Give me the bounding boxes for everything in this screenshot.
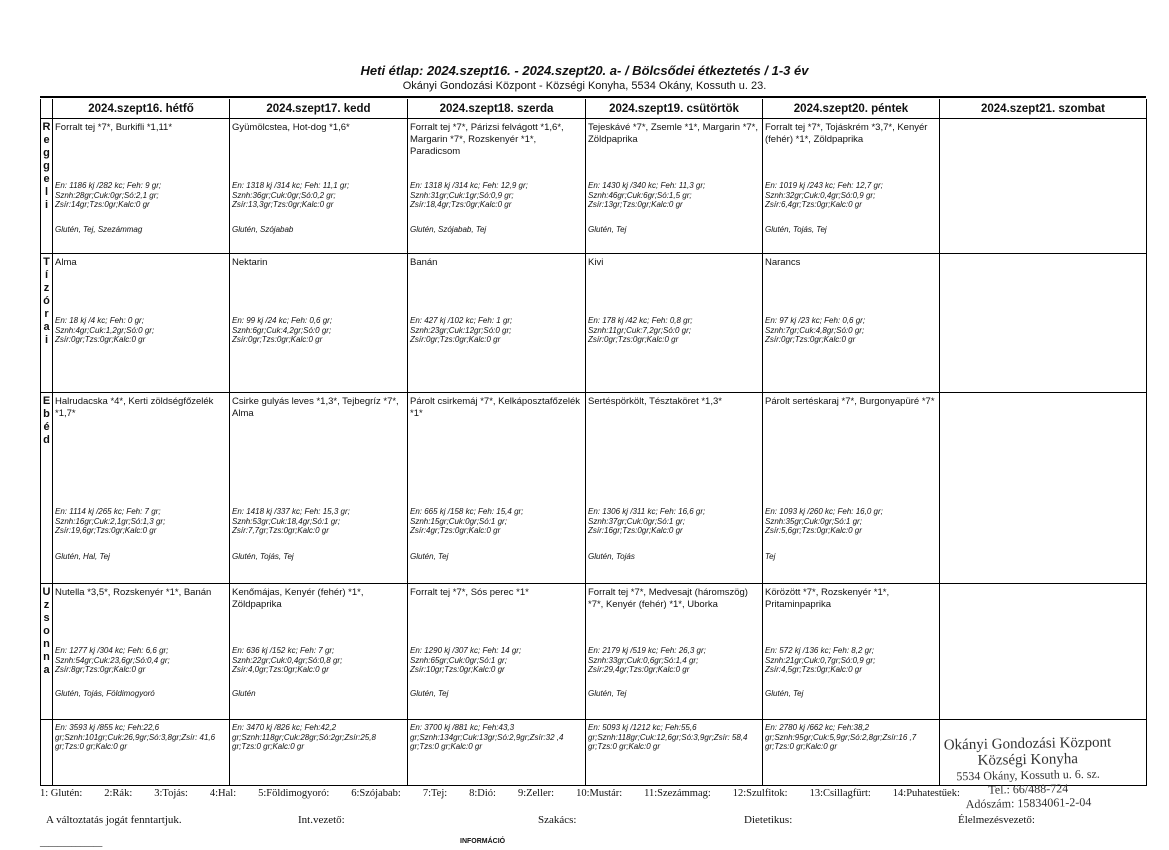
dish-text: Csirke gulyás leves *1,3*, Tejbegríz *7*, Alma	[232, 396, 399, 419]
meal-label-letter: i	[44, 199, 49, 211]
legend-item: 2:Rák:	[104, 788, 133, 799]
header-corner	[41, 99, 53, 119]
menu-cell	[53, 254, 230, 393]
legend-item: 10:Mustár:	[576, 788, 623, 799]
nutrition-text: En: 1290 kj /307 kc; Feh: 14 gr; Sznh:65gr;Cuk:0gr;Só:1 gr; Zsír:10gr;Tzs:0gr;Kalc:0 gr	[410, 646, 522, 674]
header-rule	[40, 96, 1146, 98]
legend-item: 6:Szójabab:	[351, 788, 401, 799]
meal-label-letter: e	[43, 134, 50, 146]
nutrition-text: En: 636 kj /152 kc; Feh: 7 gr; Sznh:22gr;Cuk:0,4gr;Só:0,8 gr; Zsír:4,0gr;Tzs:0gr;Kalc:0 gr	[232, 646, 343, 674]
menu-title: Heti étlap: 2024.szept16. - 2024.szept20. a- / Bölcsődei étkeztetés / 1-3 év	[360, 63, 809, 78]
day-header: 2024.szept21. szombat	[940, 99, 1147, 119]
dish-text: Kenőmájas, Kenyér (fehér) *1*, Zöldpaprika	[232, 587, 364, 610]
menu-cell	[940, 254, 1147, 393]
allergen-text: Glutén, Tej, Szezámmag	[55, 225, 143, 234]
stamp-line-5: Adószám: 15834061-2-04	[965, 794, 1092, 812]
nutrition-text: En: 1277 kj /304 kc; Feh: 6,6 gr; Sznh:54gr;Cuk:23,6gr;Só:0,4 gr; Zsír:8gr;Tzs:0gr;Kalc:0 gr	[55, 646, 170, 674]
nutrition-text: En: 1019 kj /243 kc; Feh: 12,7 gr; Sznh:32gr;Cuk:0,4gr;Só:0,9 gr; Zsír:6,4gr;Tzs:0gr;Kalc:0 gr	[765, 181, 883, 209]
day-header: 2024.szept18. szerda	[408, 99, 586, 119]
menu-cell	[586, 584, 763, 720]
menu-cell	[230, 254, 408, 393]
dish-text: Tejeskávé *7*, Zsemle *1*, Margarin *7*, Zöldpaprika	[588, 122, 759, 145]
nutrition-text: En: 1186 kj /282 kc; Feh: 9 gr; Sznh:28gr;Cuk:0gr;Só:2,1 gr; Zsír:14gr;Tzs:0gr;Kalc:0 gr	[55, 181, 162, 209]
menu-cell	[586, 119, 763, 254]
meal-label-letter: i	[44, 334, 49, 346]
meal-label-letter: í	[44, 269, 49, 281]
allergen-text: Glutén	[232, 689, 256, 698]
dish-text: Körözött *7*, Rozskenyér *1*, Pritaminpaprika	[765, 587, 890, 610]
meal-label-letter: ó	[43, 295, 50, 307]
stamp-line-2: Községi Konyha	[977, 751, 1079, 769]
legend-item: 5:Földimogyoró:	[258, 788, 330, 799]
nutrition-text: En: 178 kj /42 kc; Feh: 0,8 gr; Sznh:11gr;Cuk:7,2gr;Só:0 gr; Zsír:0gr;Tzs:0gr;Kalc:0 gr	[588, 316, 693, 344]
allergen-text: Glutén, Hal, Tej	[55, 552, 110, 561]
menu-cell	[940, 584, 1147, 720]
kitchen-stamp	[907, 734, 1148, 812]
dish-text: Halrudacska *4*, Kerti zöldségfőzelék *1,7*	[55, 396, 214, 419]
total-label-cell	[41, 720, 53, 786]
allergen-text: Glutén, Tojás, Tej	[232, 552, 294, 561]
daily-total: En: 3593 kj /855 kc; Feh:22,6 gr;Sznh:101gr;Cuk:26,9gr;Só:3,8gr;Zsír: 41,6 gr;Tzs:0 gr;Kalc:0 gr	[53, 720, 230, 786]
allergen-text: Glutén, Tojás, Tej	[765, 225, 827, 234]
nutrition-text: En: 97 kj /23 kc; Feh: 0,6 gr; Sznh:7gr;Cuk:4,8gr;Só:0 gr; Zsír:0gr;Tzs:0gr;Kalc:0 gr	[765, 316, 866, 344]
meal-label-letter: e	[43, 173, 50, 185]
nutrition-text: En: 1093 kj /260 kc; Feh: 16,0 gr; Sznh:35gr;Cuk:0gr;Só:1 gr; Zsír:5,6gr;Tzs:0gr;Kalc:0 gr	[765, 507, 883, 535]
weekly-menu-table	[40, 99, 1147, 786]
stamp-line-1: Okányi Gondozási Központ	[943, 734, 1112, 754]
meal-label-letter: R	[42, 121, 51, 133]
allergen-legend	[40, 788, 960, 799]
allergen-text: Tej	[765, 552, 776, 561]
allergen-text: Glutén, Tej	[410, 552, 449, 561]
legend-item: 12:Szulfitok:	[732, 788, 788, 799]
nutrition-text: En: 1114 kj /265 kc; Feh: 7 gr; Sznh:16gr;Cuk:2,1gr;Só:1,3 gr; Zsír:19,6gr;Tzs:0gr;Kalc:0 gr	[55, 507, 166, 535]
daily-total: En: 3470 kj /826 kc; Feh:42,2 gr;Sznh:118gr;Cuk:28gr;Só:2gr;Zsír:25,8 gr;Tzs:0 gr;Kalc:0 gr	[230, 720, 408, 786]
dish-text: Kivi	[588, 257, 604, 268]
day-header: 2024.szept20. péntek	[763, 99, 940, 119]
meal-label-letter: o	[43, 625, 50, 637]
stamp-line-3: 5534 Okány, Kossuth u. 6. sz.	[956, 766, 1100, 784]
day-header-row	[41, 99, 1147, 119]
allergen-text: Glutén, Szójabab	[232, 225, 294, 234]
menu-cell	[763, 393, 940, 584]
meal-label-letter: d	[43, 434, 50, 446]
menu-cell	[53, 119, 230, 254]
legend-item: 1: Glutén:	[40, 788, 83, 799]
meal-label-letter: n	[43, 651, 50, 663]
dietician-label: Dietetikus:	[744, 814, 793, 826]
daily-total: En: 2780 kj /662 kc; Feh:38,2 gr;Sznh:95gr;Cuk:5,9gr;Só:2,8gr;Zsír:16 ,7 gr;Tzs:0 gr;Kalc:0 gr	[763, 720, 940, 786]
meal-label-letter: r	[44, 308, 49, 320]
meal-row	[41, 584, 1147, 720]
dish-text: Forralt tej *7*, Párizsi felvágott *1,6*, Margarin *7*, Rozskenyér *1*, Paradicsom	[410, 122, 564, 157]
menu-cell	[408, 119, 586, 254]
allergen-text: Glutén, Tojás, Földimogyoró	[55, 689, 155, 698]
preparer-label: Élelmezésvezető:	[958, 814, 1035, 826]
menu-cell	[408, 393, 586, 584]
legend-item: 7:Tej:	[422, 788, 448, 799]
legend-item: 9:Zeller:	[517, 788, 555, 799]
meal-label-letter: n	[43, 638, 50, 650]
menu-cell	[230, 119, 408, 254]
meal-label-letter: T	[43, 256, 50, 268]
dish-text: Sertéspörkölt, Tésztaköret *1,3*	[588, 396, 722, 407]
nutrition-text: En: 1418 kj /337 kc; Feh: 15,3 gr; Sznh:53gr;Cuk:18,4gr;Só:1 gr; Zsír:7,7gr;Tzs:0gr;Kalc:0 gr	[232, 507, 350, 535]
dish-text: Narancs	[765, 257, 801, 268]
stamp-line-4: Tel.: 66/488-724	[988, 781, 1069, 797]
day-header: 2024.szept16. hétfő	[53, 99, 230, 119]
nutrition-text: En: 572 kj /136 kc; Feh: 8,2 gr; Sznh:21gr;Cuk:0,7gr;Só:0,9 gr; Zsír:4,5gr;Tzs:0gr;Kalc:0 gr	[765, 646, 876, 674]
allergen-text: Glutén, Szójabab, Tej	[410, 225, 487, 234]
nutrition-text: En: 18 kj /4 kc; Feh: 0 gr; Sznh:4gr;Cuk:1,2gr;Só:0 gr; Zsír:0gr;Tzs:0gr;Kalc:0 gr	[55, 316, 155, 344]
dish-text: Gyümölcstea, Hot-dog *1,6*	[232, 122, 350, 133]
bottom-dashes: ______________	[40, 838, 103, 847]
director-label: Int.vezető:	[298, 814, 345, 826]
meal-label-letter: g	[43, 147, 50, 159]
meal-row	[41, 119, 1147, 254]
nutrition-text: En: 1318 kj /314 kc; Feh: 12,9 gr; Sznh:31gr;Cuk:1gr;Só:0,9 gr; Zsír:18,4gr;Tzs:0gr;Kalc:0 gr	[410, 181, 528, 209]
allergen-text: Glutén, Tej	[410, 689, 449, 698]
bottom-info: INFORMÁCIÓ	[460, 838, 506, 845]
meal-row	[41, 254, 1147, 393]
meal-label-letter: E	[42, 395, 51, 407]
meal-label	[41, 584, 53, 720]
allergen-text: Glutén, Tej	[588, 225, 627, 234]
menu-cell	[763, 584, 940, 720]
menu-cell	[940, 393, 1147, 584]
menu-cell	[53, 393, 230, 584]
meal-label-letter: s	[43, 612, 50, 624]
legend-item: 3:Tojás:	[154, 788, 188, 799]
menu-cell	[230, 584, 408, 720]
nutrition-text: En: 99 kj /24 kc; Feh: 0,6 gr; Sznh:6gr;Cuk:4,2gr;Só:0 gr; Zsír:0gr;Tzs:0gr;Kalc:0 gr	[232, 316, 333, 344]
meal-label-letter: é	[43, 421, 50, 433]
menu-cell	[230, 393, 408, 584]
meal-label	[41, 119, 53, 254]
legend-item: 11:Szezámmag:	[644, 788, 711, 799]
nutrition-text: En: 665 kj /158 kc; Feh: 15,4 gr; Sznh:15gr;Cuk:0gr;Só:1 gr; Zsír:4gr;Tzs:0gr;Kalc:0 gr	[410, 507, 524, 535]
cook-label: Szakács:	[538, 814, 577, 826]
menu-cell	[586, 393, 763, 584]
meal-label-letter: l	[44, 186, 49, 198]
allergen-text: Glutén, Tej	[588, 689, 627, 698]
legend-item: 14:Puhatestűek:	[892, 788, 960, 799]
meal-label	[41, 393, 53, 584]
dish-text: Párolt sertéskaraj *7*, Burgonyapüré *7*	[765, 396, 935, 407]
meal-label-letter: a	[43, 321, 50, 333]
menu-subtitle: Okányi Gondozási Központ - Községi Konyha, 5534 Okány, Kossuth u. 23.	[402, 80, 767, 92]
menu-cell	[763, 119, 940, 254]
dish-text: Forralt tej *7*, Burkifli *1,11*	[55, 122, 173, 133]
nutrition-text: En: 1430 kj /340 kc; Feh: 11,3 gr; Sznh:46gr;Cuk:6gr;Só:1,5 gr; Zsír:13gr;Tzs:0gr;Kalc:0 gr	[588, 181, 706, 209]
legend-item: 4:Hal:	[209, 788, 237, 799]
meal-label-letter: z	[43, 282, 50, 294]
meal-label-letter: b	[43, 408, 50, 420]
menu-cell	[586, 254, 763, 393]
dish-text: Párolt csirkemáj *7*, Kelkáposztafőzelék *1*	[410, 396, 581, 419]
nutrition-text: En: 1318 kj /314 kc; Feh: 11,1 gr; Sznh:36gr;Cuk:0gr;Só:0,2 gr; Zsír:13,3gr;Tzs:0gr;Kalc:0 gr	[232, 181, 350, 209]
dish-text: Alma	[55, 257, 77, 268]
meal-label-letter: z	[43, 599, 50, 611]
allergen-text: Glutén, Tojás	[588, 552, 635, 561]
menu-cell	[763, 254, 940, 393]
day-header: 2024.szept17. kedd	[230, 99, 408, 119]
dish-text: Banán	[410, 257, 438, 268]
dish-text: Forralt tej *7*, Tojáskrém *3,7*, Kenyér (fehér) *1*, Zöldpaprika	[765, 122, 928, 145]
meal-label	[41, 254, 53, 393]
nutrition-text: En: 2179 kj /519 kc; Feh: 26,3 gr; Sznh:33gr;Cuk:0,6gr;Só:1,4 gr; Zsír:29,4gr;Tzs:0gr;Kalc:0 gr	[588, 646, 706, 674]
nutrition-text: En: 1306 kj /311 kc; Feh: 16,6 gr; Sznh:37gr;Cuk:0gr;Só:1 gr; Zsír:16gr;Tzs:0gr;Kalc:0 gr	[588, 507, 706, 535]
nutrition-text: En: 427 kj /102 kc; Feh: 1 gr; Sznh:23gr;Cuk:12gr;Só:0 gr; Zsír:0gr;Tzs:0gr;Kalc:0 gr	[410, 316, 513, 344]
rights-note: A változtatás jogát fenntartjuk.	[46, 814, 182, 826]
allergen-text: Glutén, Tej	[765, 689, 804, 698]
dish-text: Forralt tej *7*, Sós perec *1*	[410, 587, 529, 598]
menu-cell	[408, 584, 586, 720]
dish-text: Forralt tej *7*, Medvesajt (háromszög) *7*, Kenyér (fehér) *1*, Uborka	[588, 587, 748, 610]
meal-label-letter: U	[42, 586, 51, 598]
dish-text: Nektarin	[232, 257, 268, 268]
meal-label-letter: a	[43, 664, 50, 676]
menu-cell	[408, 254, 586, 393]
legend-item: 8:Dió:	[469, 788, 496, 799]
menu-cell	[53, 584, 230, 720]
legend-item: 13:Csillagfürt:	[809, 788, 871, 799]
menu-cell	[940, 119, 1147, 254]
meal-row	[41, 393, 1147, 584]
meal-label-letter: g	[43, 160, 50, 172]
daily-total: En: 3700 kj /881 kc; Feh:43,3 gr;Sznh:134gr;Cuk:13gr;Só:2,9gr;Zsír:32 ,4 gr;Tzs:0 gr;Kalc:0 gr	[408, 720, 586, 786]
day-header: 2024.szept19. csütörtök	[586, 99, 763, 119]
daily-total: En: 5093 kj /1212 kc; Feh:55,6 gr;Sznh:118gr;Cuk:12,6gr;Só:3,9gr;Zsír: 58,4 gr;Tzs:0 gr;Kalc:0 gr	[586, 720, 763, 786]
dish-text: Nutella *3,5*, Rozskenyér *1*, Banán	[55, 587, 212, 598]
